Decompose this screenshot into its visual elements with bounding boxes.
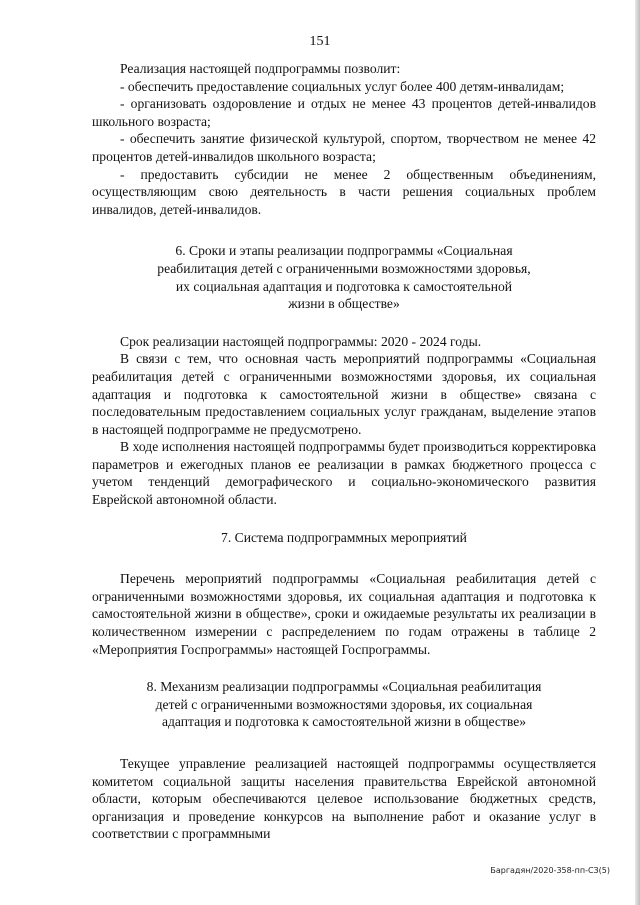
bullet-item: - обеспечить предоставление социальных услуг более 400 детям-инвалидам; bbox=[120, 78, 565, 94]
page-edge-shadow bbox=[635, 0, 640, 905]
section-heading-line: жизни в обществе» bbox=[288, 296, 400, 312]
section-8-paragraph: Текущее управление реализацией настоящей подпрограммы осуществляется комитетом социальной защиты населения правительства Еврейской автономной области, которым обеспечиваются целевое использование бюджетных средств, организация и проведение конкурсов на выполнение работ и оказание услуг в соответствии с программными bbox=[92, 756, 596, 842]
section-8-heading bbox=[92, 678, 596, 731]
section-heading-line: 6. Сроки и этапы реализации подпрограммы «Социальная bbox=[175, 243, 513, 259]
section-6-paragraph: В связи с тем, что основная часть мероприятий подпрограммы «Социальная реабилитация детей с ограниченными возможностями здоровья, их социальная адаптация и подготовка к самостоятельной жизни в обществе» связана с последовательным предоставлением социальных услуг гражданам, выделение этапов в настоящей подпрограмме не предусмотрено. bbox=[92, 351, 596, 437]
bullet-item: - организовать оздоровление и отдых не менее 43 процентов детей-инвалидов школьного возраста; bbox=[92, 96, 596, 129]
section-7-paragraph: Перечень мероприятий подпрограммы «Социальная реабилитация детей с ограниченными возможностями здоровья, их социальная адаптация и подготовка к самостоятельной жизни в обществе», сроки и ожидаемые результаты их реализации в количественном измерении с распределением по годам отражены в таблице 2 «Мероприятия Госпрограммы» настоящей Госпрограммы. bbox=[92, 571, 596, 657]
page-number: 151 bbox=[309, 34, 331, 49]
section-6-paragraph: В ходе исполнения настоящей подпрограммы будет производиться корректировка параметров и ежегодных планов ее реализации в рамках бюджетного процесса с учетом тенденций демографического и социально-экономического развития Еврейской автономной области. bbox=[92, 439, 596, 508]
section-heading-line: детей с ограниченными возможностями здоровья, их социальная bbox=[155, 696, 533, 712]
section-6-paragraph: Срок реализации настоящей подпрограммы: 2020 - 2024 годы. bbox=[120, 333, 482, 349]
section-6-heading bbox=[92, 242, 596, 312]
bullet-item: - обеспечить занятие физической культурой, спортом, творчеством не менее 42 процентов детей-инвалидов школьного возраста; bbox=[92, 131, 596, 164]
document-code: Баргадян/2020-358-пп-СЗ(5) bbox=[490, 866, 610, 875]
document-body bbox=[92, 60, 596, 843]
section-heading-line: 8. Механизм реализации подпрограммы «Социальная реабилитация bbox=[146, 679, 542, 695]
bullet-item: - предоставить субсидии не менее 2 общественным объединениям, осуществляющим свою деятельность в части решения социальных проблем инвалидов, детей-инвалидов. bbox=[92, 166, 596, 217]
section-7-heading: 7. Система подпрограммных мероприятий bbox=[221, 529, 467, 545]
intro-text: Реализация настоящей подпрограммы позволит: bbox=[120, 61, 401, 76]
section-heading-line: адаптация и подготовка к самостоятельной жизни в обществе» bbox=[161, 714, 527, 730]
section-heading-line: реабилитация детей с ограниченными возможностями здоровья, bbox=[157, 260, 531, 276]
section-heading-line: их социальная адаптация и подготовка к самостоятельной bbox=[175, 278, 513, 294]
